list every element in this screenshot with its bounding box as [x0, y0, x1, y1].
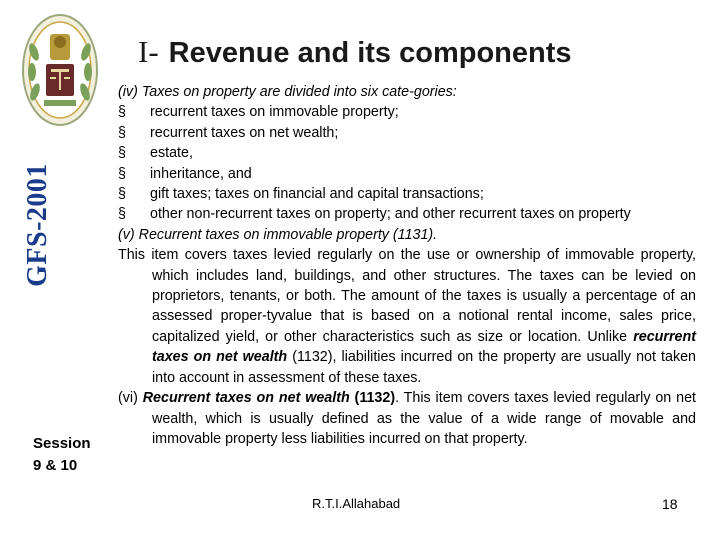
- list-item: [118, 184, 696, 204]
- bullet-text: gift taxes; taxes on financial and capital transactions;: [150, 186, 484, 203]
- session-line-1: Session: [33, 435, 91, 452]
- section-vi-code: (1132): [349, 390, 396, 407]
- session-line-2: 9 & 10: [33, 457, 78, 474]
- section-v-emphasis: recurrent taxes on net wealth: [152, 328, 696, 366]
- list-item: [118, 164, 696, 184]
- bullet-list: [118, 102, 696, 224]
- section-v-heading: (v) Recurrent taxes on immovable property (1131).: [118, 226, 438, 243]
- section-v-body: [118, 245, 696, 388]
- intro-line: (iv) Taxes on property are divided into six cate-gories:: [118, 84, 457, 100]
- page-number: 18: [662, 496, 678, 512]
- bullet-text: inheritance, and: [150, 165, 252, 182]
- section-vi-text: . This item covers taxes levied regularly on net wealth, which is usually defined as the value of a wide range of movable and immovable property less liabilities incurred on that property.: [152, 390, 696, 447]
- section-vi-number: (vi): [118, 390, 143, 407]
- bullet-marker: §: [118, 104, 126, 121]
- session-label: [33, 433, 91, 477]
- list-item: [118, 204, 696, 224]
- slide-title: [138, 34, 572, 70]
- section-v-text-1: This item covers taxes levied regularly on the use or ownership of immovable property, which includes land, buildings, and other structures. The taxes can be levied on proprietors, tenants, or both. The amount of the taxes is usually a percentage of an assessed proper-tyvalue that is based on a notional rental income, sales price, capitalized yield, or other characteristics such as size or location. Unlike: [118, 247, 696, 345]
- title-text: Revenue and its components: [168, 37, 572, 69]
- bullet-text: estate,: [150, 145, 193, 162]
- gfs-vertical-label: GFS-2001: [22, 163, 53, 287]
- slide-content: [118, 82, 696, 449]
- bullet-marker: §: [118, 186, 126, 203]
- list-item: [118, 123, 696, 143]
- bullet-text: recurrent taxes on immovable property;: [150, 104, 399, 121]
- list-item: [118, 102, 696, 122]
- section-v-text-2: (1132), liabilities incurred on the property are usually not taken into account in assessment of these taxes.: [152, 349, 696, 386]
- section-vi-body: [118, 388, 696, 449]
- footer-institution: R.T.I.Allahabad: [312, 496, 401, 511]
- bullet-marker: §: [118, 206, 126, 223]
- bullet-marker: §: [118, 165, 126, 182]
- bullet-marker: §: [118, 124, 126, 141]
- bullet-text: recurrent taxes on net wealth;: [150, 124, 339, 141]
- title-numeral: I-: [138, 34, 159, 69]
- bullet-marker: §: [118, 145, 126, 162]
- bullet-text: other non-recurrent taxes on property; and other recurrent taxes on property: [150, 206, 631, 223]
- list-item: [118, 143, 696, 163]
- section-vi-heading: Recurrent taxes on net wealth: [142, 390, 350, 407]
